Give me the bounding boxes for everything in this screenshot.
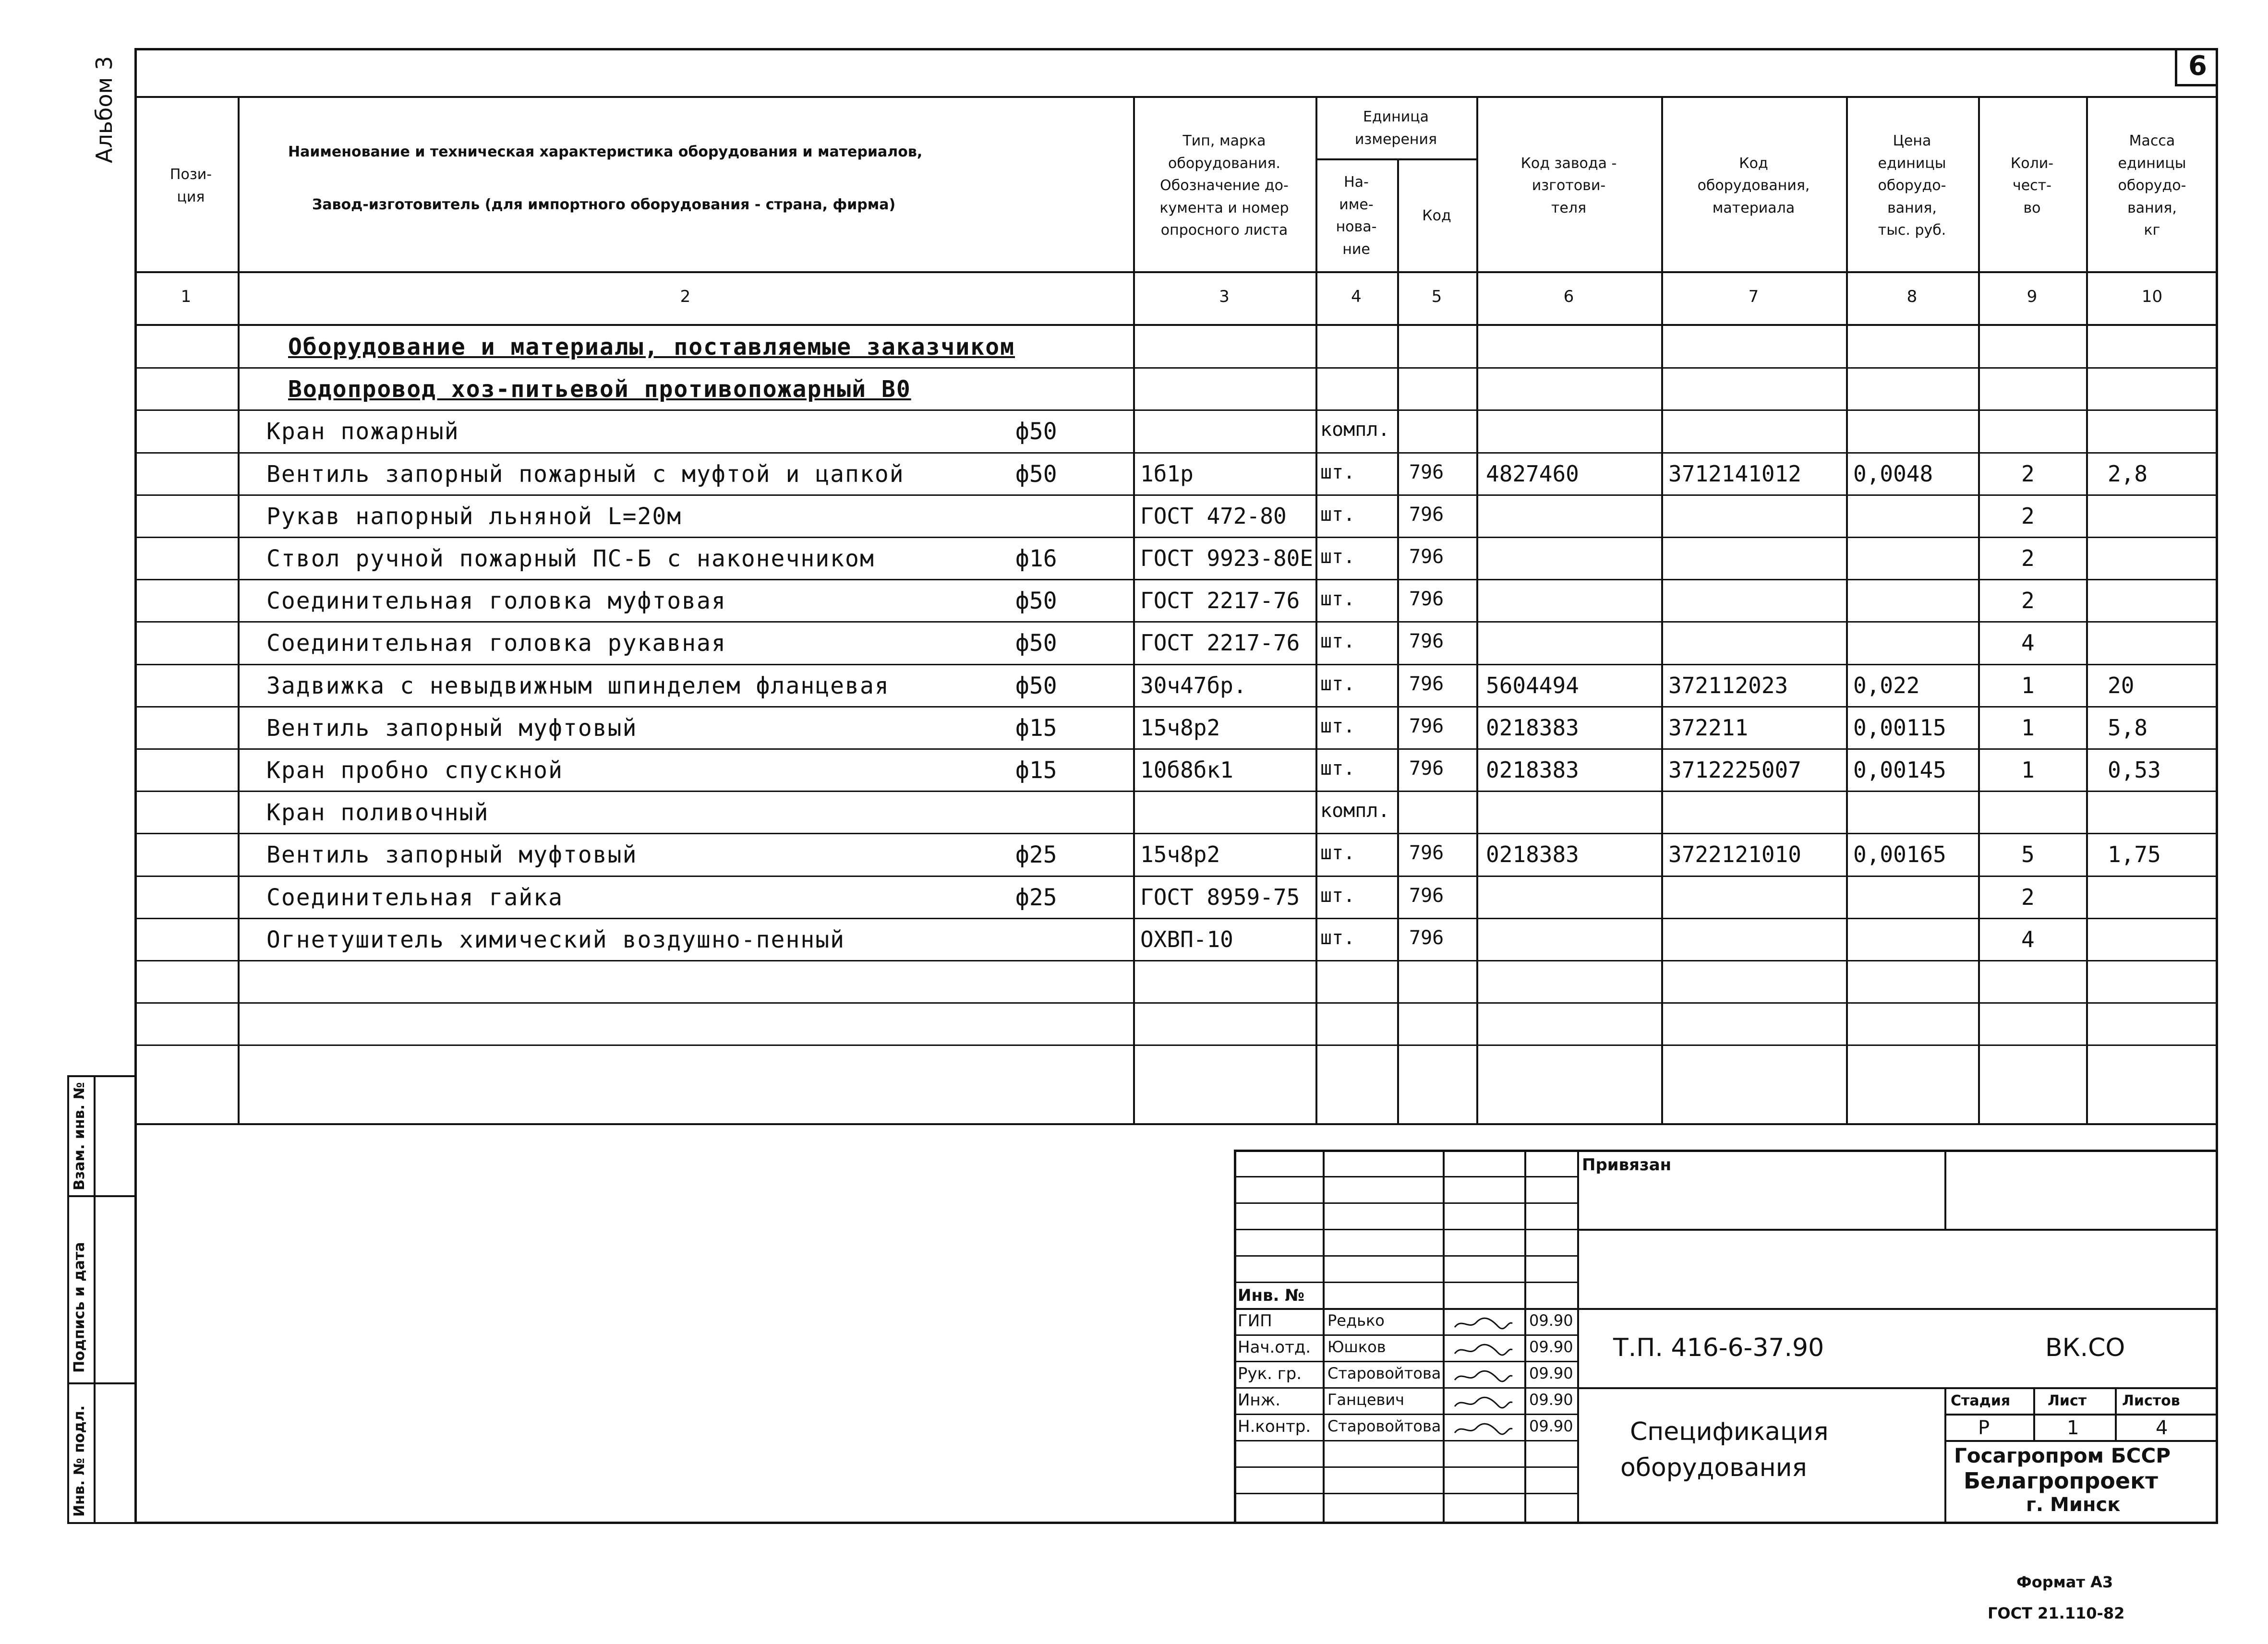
cell-equipment-code: 372211 [1668, 715, 1749, 741]
doc-title-line1: Спецификация [1630, 1417, 1829, 1446]
cell-name: Вентиль запорный муфтовый [266, 841, 638, 868]
cell-factory-code: 4827460 [1486, 461, 1579, 487]
format-label: Формат А3 [2016, 1573, 2113, 1591]
header-position: Пози- ция [169, 166, 212, 205]
cell-quantity: 2 [2021, 503, 2035, 529]
cell-factory-code: 0218383 [1486, 715, 1579, 741]
header-unit-code: Код [1422, 207, 1451, 224]
doc-code: Т.П. 416-6-37.90 [1613, 1333, 1824, 1362]
person-role: Инж. [1238, 1391, 1281, 1410]
cell-type: 15ч8р2 [1140, 715, 1220, 741]
cell-name: Оборудование и материалы, поставляемые заказчиком [288, 334, 1015, 360]
cell-size: ф15 [1015, 715, 1057, 742]
header-name-line2: Завод-изготовитель (для импортного оборудования - страна, фирма) [312, 196, 896, 213]
cell-type: ГОСТ 472-80 [1140, 503, 1287, 529]
cell-name: Кран поливочный [266, 799, 489, 826]
cell-unit-code: 796 [1409, 630, 1444, 652]
stage-value: Р [1978, 1417, 1990, 1439]
person-role: Нач.отд. [1238, 1338, 1311, 1357]
cell-quantity: 4 [2021, 926, 2035, 952]
cell-price: 0,0048 [1853, 461, 1933, 487]
header-unit: Единица измерения [1354, 108, 1437, 148]
cell-unit-code: 796 [1409, 504, 1444, 526]
col-number: 5 [1431, 287, 1442, 306]
org-line2: Белагропроект [1964, 1468, 2158, 1494]
cell-unit-code: 796 [1409, 757, 1444, 780]
cell-unit-code: 796 [1409, 842, 1444, 864]
doc-mark: ВК.СО [2045, 1333, 2125, 1362]
col-number: 9 [2027, 287, 2038, 306]
gost-label: ГОСТ 21.110-82 [1988, 1604, 2125, 1622]
org-line1: Госагропром БССР [1954, 1444, 2171, 1467]
cell-unit-code: 796 [1409, 715, 1444, 737]
cell-unit-code: 796 [1409, 927, 1444, 949]
cell-unit: шт. [1320, 504, 1355, 526]
stage-label: Стадия [1951, 1392, 2011, 1409]
col-number: 6 [1563, 287, 1574, 306]
header-type: Тип, марка оборудования. Обозначение до- кумента и номер опросного листа [1159, 132, 1289, 239]
person-role: Н.контр. [1238, 1417, 1311, 1436]
cell-unit: шт. [1320, 630, 1355, 652]
cell-quantity: 4 [2021, 630, 2035, 656]
cell-name: Рукав напорный льняной L=20м [266, 503, 682, 530]
cell-unit: компл. [1320, 800, 1390, 822]
header-mass: Масса единицы оборудо- вания, кг [2118, 132, 2186, 239]
sheet-number: 6 [2175, 48, 2218, 86]
cell-unit: шт. [1320, 461, 1355, 483]
cell-quantity: 1 [2021, 757, 2035, 783]
cell-quantity: 2 [2021, 884, 2035, 910]
sheet-label: Лист [2048, 1392, 2087, 1409]
cell-size: ф15 [1015, 757, 1057, 784]
org-line3: г. Минск [2026, 1494, 2121, 1516]
cell-name: Соединительная головка муфтовая [266, 588, 726, 614]
cell-size: ф50 [1015, 672, 1057, 699]
cell-size: ф50 [1015, 630, 1057, 657]
person-role: ГИП [1238, 1311, 1272, 1331]
cell-size: ф50 [1015, 588, 1057, 614]
person-name: Старовойтова [1327, 1364, 1441, 1382]
sheet-value: 1 [2067, 1417, 2079, 1439]
cell-name: Кран пожарный [266, 418, 459, 445]
col-number: 7 [1748, 287, 1759, 306]
cell-mass: 1,75 [2108, 841, 2161, 867]
cell-unit-code: 796 [1409, 588, 1444, 610]
cell-price: 0,00145 [1853, 757, 1946, 783]
cell-type: ГОСТ 2217-76 [1140, 630, 1300, 656]
cell-factory-code: 0218383 [1486, 757, 1579, 783]
cell-price: 0,022 [1853, 672, 1920, 698]
cell-name: Ствол ручной пожарный ПС-Б с наконечником [266, 545, 875, 572]
person-date: 09.90 [1529, 1338, 1573, 1356]
col-number: 4 [1351, 287, 1362, 306]
cell-name: Водопровод хоз-питьевой противопожарный В0 [288, 376, 911, 403]
col-number: 10 [2141, 287, 2163, 306]
cell-unit-code: 796 [1409, 546, 1444, 568]
cell-name: Вентиль запорный муфтовый [266, 715, 638, 742]
header-quantity: Коли- чест- во [2010, 155, 2054, 216]
cell-size: ф25 [1015, 841, 1057, 868]
cell-unit: шт. [1320, 757, 1355, 780]
person-name: Ганцевич [1327, 1391, 1405, 1409]
col-number: 8 [1906, 287, 1918, 306]
cell-name: Соединительная головка рукавная [266, 630, 726, 657]
cell-unit: шт. [1320, 842, 1355, 864]
signature [1452, 1396, 1515, 1410]
person-name: Редько [1327, 1311, 1385, 1330]
cell-mass: 2,8 [2108, 461, 2148, 487]
cell-type: 10б8бк1 [1140, 757, 1233, 783]
cell-mass: 20 [2108, 672, 2135, 698]
cell-name: Соединительная гайка [266, 884, 563, 911]
cell-type: 1б1р [1140, 461, 1194, 487]
cell-unit: шт. [1320, 715, 1355, 737]
signature [1452, 1317, 1515, 1331]
cell-unit-code: 796 [1409, 885, 1444, 907]
cell-size: ф50 [1015, 418, 1057, 445]
cell-type: 30ч47бр. [1140, 672, 1247, 698]
signature [1452, 1343, 1515, 1357]
cell-unit: шт. [1320, 885, 1355, 907]
header-unit-name: На- име- нова- ние [1336, 174, 1377, 258]
cell-unit: шт. [1320, 588, 1355, 610]
cell-factory-code: 0218383 [1486, 841, 1579, 867]
cell-price: 0,00165 [1853, 841, 1946, 867]
header-price: Цена единицы оборудо- вания, тыс. руб. [1878, 132, 1946, 239]
cell-price: 0,00115 [1853, 715, 1946, 741]
header-equipment-code: Код оборудования, материала [1697, 155, 1810, 216]
cell-mass: 0,53 [2108, 757, 2161, 783]
inv-no-label: Инв. № [1238, 1286, 1305, 1305]
sheets-label: Листов [2122, 1392, 2180, 1409]
person-date: 09.90 [1529, 1417, 1573, 1435]
cell-type: ГОСТ 2217-76 [1140, 588, 1300, 613]
cell-type: ОХВП-10 [1140, 926, 1233, 952]
side-sign: Подпись и дата [71, 1242, 88, 1373]
person-date: 09.90 [1529, 1391, 1573, 1409]
col-number: 2 [680, 287, 691, 306]
cell-size: ф16 [1015, 545, 1057, 572]
attached-label: Привязан [1582, 1155, 1672, 1175]
header-name-line1: Наименование и техническая характеристика оборудования и материалов, [288, 144, 923, 160]
col-number: 1 [181, 287, 192, 306]
cell-name: Кран пробно спускной [266, 757, 563, 784]
cell-type: ГОСТ 9923-80Е [1140, 545, 1314, 571]
cell-unit-code: 796 [1409, 461, 1444, 483]
signature [1452, 1369, 1515, 1384]
cell-equipment-code: 3722121010 [1668, 841, 1801, 867]
doc-title-line2: оборудования [1620, 1453, 1807, 1482]
cell-unit: шт. [1320, 546, 1355, 568]
cell-type: 15ч8р2 [1140, 841, 1220, 867]
header-factory-code: Код завода - изготови- теля [1520, 155, 1617, 216]
cell-quantity: 2 [2021, 461, 2035, 487]
cell-mass: 5,8 [2108, 715, 2148, 741]
cell-unit: шт. [1320, 673, 1355, 695]
cell-equipment-code: 3712225007 [1668, 757, 1801, 783]
cell-name: Огнетушитель химический воздушно-пенный [266, 926, 845, 953]
cell-name: Вентиль запорный пожарный с муфтой и цапкой [266, 461, 905, 488]
cell-size: ф50 [1015, 461, 1057, 488]
signature [1452, 1422, 1515, 1437]
side-orig: Инв. № подл. [71, 1405, 88, 1517]
cell-quantity: 1 [2021, 715, 2035, 741]
album-label: Альбом 3 [91, 56, 117, 163]
person-name: Старовойтова [1327, 1417, 1441, 1435]
person-name: Юшков [1327, 1338, 1386, 1356]
cell-type: ГОСТ 8959-75 [1140, 884, 1300, 910]
person-role: Рук. гр. [1238, 1364, 1302, 1383]
sheets-value: 4 [2156, 1417, 2168, 1439]
cell-quantity: 5 [2021, 841, 2035, 867]
cell-unit: компл. [1320, 419, 1390, 441]
person-date: 09.90 [1529, 1311, 1573, 1330]
cell-unit: шт. [1320, 927, 1355, 949]
col-number: 3 [1219, 287, 1230, 306]
cell-size: ф25 [1015, 884, 1057, 911]
cell-equipment-code: 372112023 [1668, 672, 1788, 698]
cell-quantity: 2 [2021, 588, 2035, 613]
cell-name: Задвижка с невыдвижным шпинделем фланцевая [266, 672, 890, 699]
person-date: 09.90 [1529, 1364, 1573, 1382]
side-inv: Взам. инв. № [71, 1082, 88, 1190]
cell-quantity: 1 [2021, 672, 2035, 698]
cell-unit-code: 796 [1409, 673, 1444, 695]
cell-quantity: 2 [2021, 545, 2035, 571]
cell-equipment-code: 3712141012 [1668, 461, 1801, 487]
cell-factory-code: 5604494 [1486, 672, 1579, 698]
